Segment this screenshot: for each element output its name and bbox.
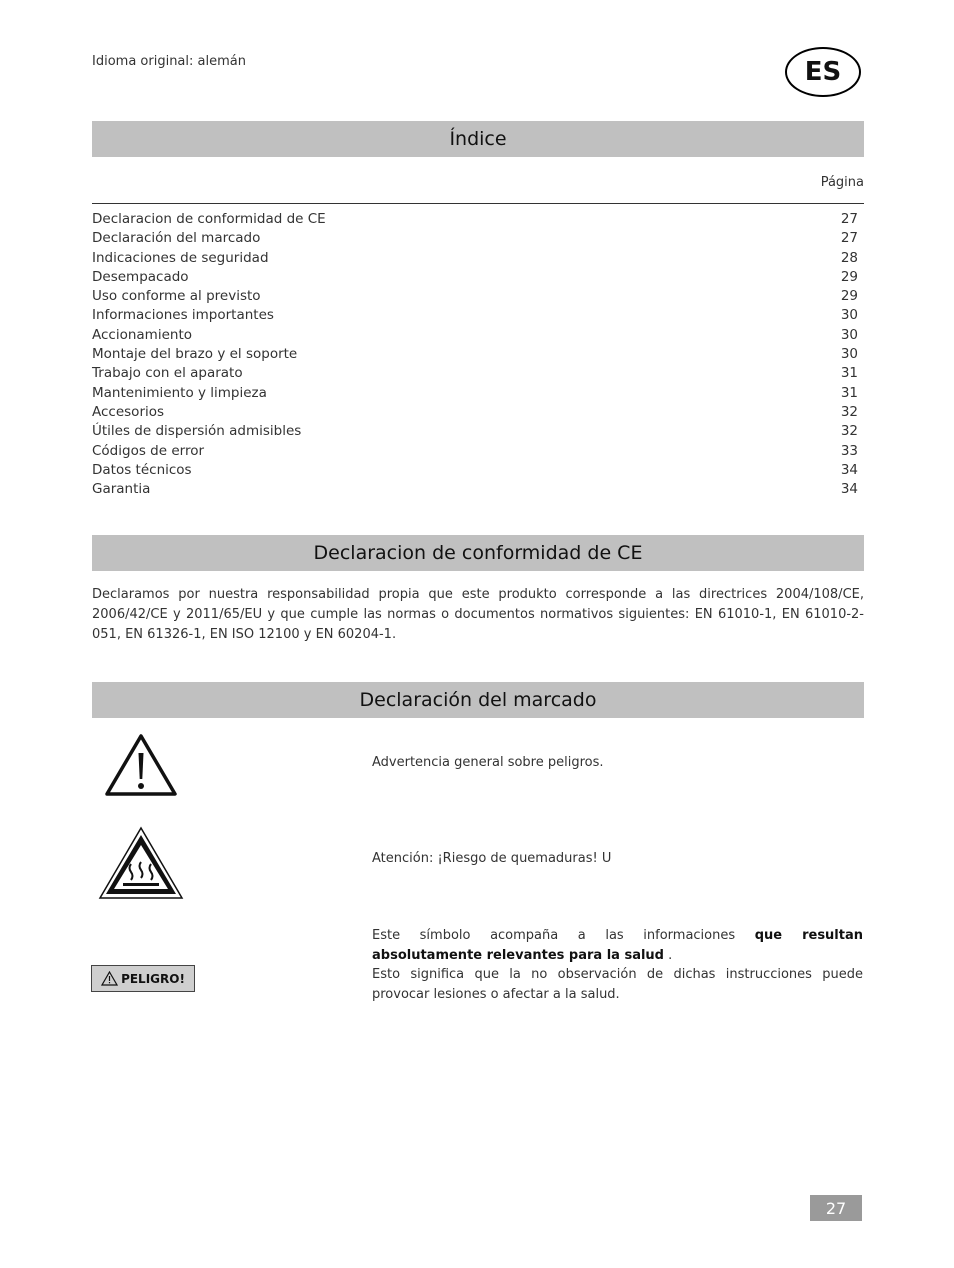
toc-entry-label: Declaracion de conformidad de CE: [92, 211, 326, 227]
toc-entry[interactable]: [92, 210, 858, 229]
toc-entry-page: 32: [840, 403, 858, 420]
burn-warning-text: Atención: ¡Riesgo de quemaduras! U: [372, 851, 612, 866]
hot-surface-icon: [98, 826, 184, 900]
danger-label: [91, 965, 195, 992]
toc-entry-label: Montaje del brazo y el soporte: [92, 346, 298, 363]
ce-declaration-heading: Declaracion de conformidad de CE: [92, 535, 864, 571]
health-period: .: [668, 947, 673, 963]
toc-entry-page: 31: [840, 365, 858, 382]
toc-entry-label: Mantenimiento y limpieza: [92, 384, 267, 401]
page-column-label: Página: [820, 175, 864, 190]
toc-entry-label: Accesorios: [92, 403, 165, 420]
toc-entry[interactable]: [92, 229, 858, 248]
toc-entry-page: 27: [840, 211, 858, 227]
table-of-contents: [92, 210, 858, 499]
toc-entry[interactable]: [92, 364, 858, 383]
toc-entry[interactable]: [92, 384, 858, 403]
toc-entry[interactable]: [92, 268, 858, 287]
toc-entry[interactable]: [92, 461, 858, 480]
toc-entry-label: Datos técnicos: [92, 461, 192, 478]
health-relevance-paragraph: [372, 926, 863, 965]
toc-entry[interactable]: [92, 345, 858, 364]
health-intro: Este símbolo acompaña a las informaciones: [372, 928, 736, 943]
toc-entry-page: 30: [840, 346, 858, 363]
language-badge: ES: [785, 47, 861, 97]
toc-entry-page: 30: [840, 307, 858, 324]
warning-triangle-icon: [101, 971, 118, 986]
toc-entry[interactable]: [92, 403, 858, 422]
toc-entry[interactable]: [92, 326, 858, 345]
toc-entry-page: 33: [840, 442, 858, 459]
health-detail: Esto significa que la no observación de dichas instrucciones puede provocar lesiones o afectar a la salud.: [372, 967, 863, 1002]
toc-entry-label: Informaciones importantes: [92, 307, 274, 324]
toc-entry[interactable]: [92, 287, 858, 306]
toc-entry-label: Códigos de error: [92, 442, 205, 459]
toc-entry-page: 28: [840, 249, 858, 266]
toc-entry-label: Garantia: [92, 481, 151, 498]
toc-entry-label: Indicaciones de seguridad: [92, 249, 269, 266]
toc-entry-page: 29: [840, 268, 858, 285]
health-emphasis: que resultan absolutamente relevantes para la salud: [372, 928, 864, 963]
toc-divider: [92, 203, 864, 204]
toc-entry[interactable]: [92, 422, 858, 441]
toc-entry-label: Desempacado: [92, 268, 189, 285]
ce-declaration-text: Declaramos por nuestra responsabilidad propia que este produkto corresponde a las directrices 2004/108/CE, 2006/42/CE y 2011/65/EU y que cumple las normas o documentos normativos siguientes: EN 61010-1, EN 61010-2-051, EN 61326-1, EN ISO 12100 y EN 60204-1.: [92, 587, 864, 642]
toc-entry[interactable]: [92, 480, 858, 499]
index-heading: Índice: [92, 121, 864, 157]
toc-entry-label: Trabajo con el aparato: [92, 365, 243, 382]
toc-entry-page: 32: [840, 423, 858, 440]
toc-entry[interactable]: [92, 249, 858, 268]
toc-entry-page: 31: [840, 384, 858, 401]
toc-entry-page: 29: [840, 288, 858, 305]
health-relevance-text: [372, 926, 863, 1004]
marking-heading: Declaración del marcado: [92, 682, 864, 718]
toc-entry-page: 30: [840, 326, 858, 343]
page-number: 27: [810, 1195, 862, 1221]
toc-entry-page: 27: [840, 230, 858, 247]
general-warning-icon: [104, 733, 178, 797]
toc-entry[interactable]: [92, 306, 858, 325]
toc-entry-label: Útiles de dispersión admisibles: [92, 423, 302, 440]
original-language-note: Idioma original: alemán: [92, 54, 246, 69]
toc-entry-page: 34: [840, 461, 858, 478]
toc-entry[interactable]: [92, 442, 858, 461]
danger-label-text: PELIGRO!: [121, 971, 185, 986]
toc-entry-label: Declaración del marcado: [92, 230, 261, 247]
toc-entry-label: Uso conforme al previsto: [92, 288, 261, 305]
general-warning-text: Advertencia general sobre peligros.: [372, 755, 604, 770]
toc-entry-label: Accionamiento: [92, 326, 192, 343]
toc-entry-page: 34: [840, 481, 858, 498]
